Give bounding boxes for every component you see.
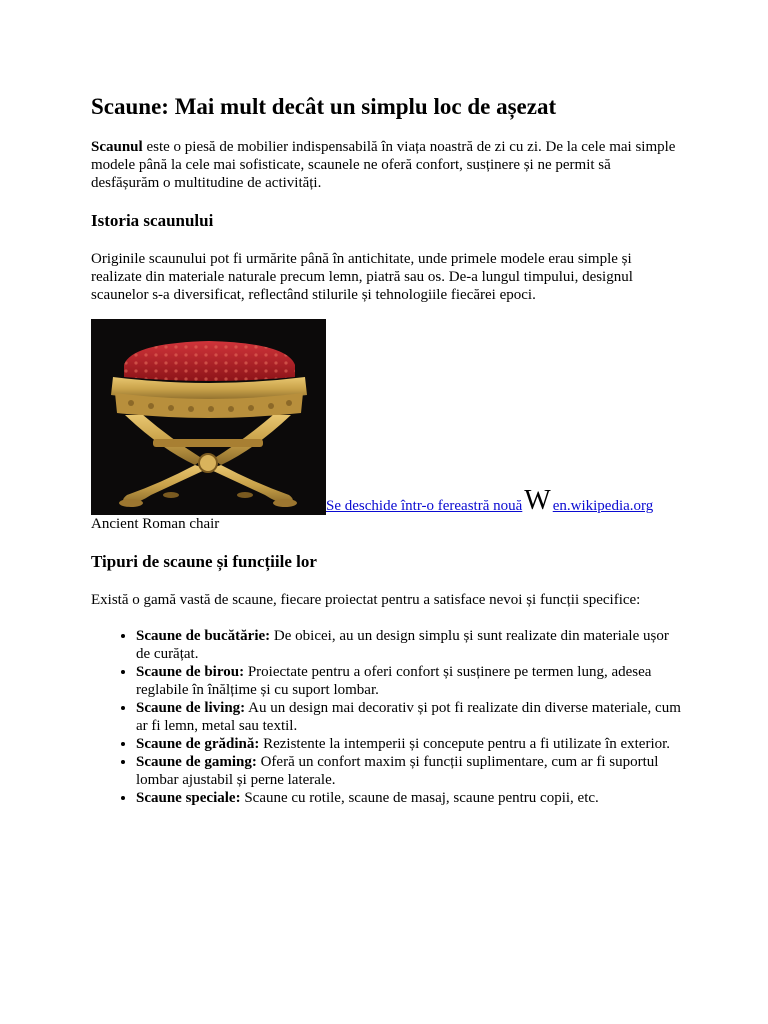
list-item	[136, 663, 681, 699]
history-heading: Istoria scaunului	[91, 211, 214, 230]
open-new-window-link[interactable]: Se deschide într-o fereastră nouă	[326, 498, 523, 514]
list-item-term: Scaune de bucătărie:	[136, 628, 271, 644]
types-intro: Există o gamă vastă de scaune, fiecare proiectat pentru a satisface nevoi și funcții specifice:	[91, 592, 641, 608]
roman-chair-image[interactable]	[91, 319, 326, 515]
list-item-term: Scaune speciale:	[136, 790, 241, 806]
list-item-term: Scaune de birou:	[136, 664, 245, 680]
list-item	[136, 699, 681, 735]
list-item-desc: De obicei, au un design simplu și sunt realizate din materiale ușor de curățat.	[136, 628, 669, 662]
list-item	[136, 789, 681, 807]
source-link[interactable]: en.wikipedia.org	[552, 498, 654, 514]
chair-types-list	[91, 627, 681, 807]
list-item-term: Scaune de gaming:	[136, 754, 257, 770]
intro-text: este o piesă de mobilier indispensabilă în viața noastră de zi cu zi. De la cele mai simple modele până la cele mai sofisticate, scaunele ne oferă confort, susținere și ne permit să desfășurăm o multitudine de activități.	[91, 139, 676, 191]
list-item-term: Scaune de grădină:	[136, 736, 260, 752]
list-item	[136, 735, 681, 753]
page-title: Scaune: Mai mult decât un simplu loc de așezat	[91, 94, 557, 119]
list-item	[136, 753, 681, 789]
wikipedia-w-icon: W	[524, 485, 551, 516]
list-item-desc: Rezistente la intemperii și concepute pentru a fi utilizate în exterior.	[259, 736, 671, 752]
list-item-term: Scaune de living:	[136, 700, 246, 716]
list-item-desc: Oferă un confort maxim și funcții suplimentare, cum ar fi suportul lombar ajustabil și perne laterale.	[136, 754, 659, 788]
types-heading: Tipuri de scaune și funcțiile lor	[91, 552, 317, 571]
list-item	[136, 627, 681, 663]
list-item-desc: Au un design mai decorativ și pot fi realizate din diverse materiale, cum ar fi lemn, metal sau textil.	[136, 700, 681, 734]
article-body	[91, 93, 681, 807]
intro-bold-term: Scaunul	[91, 139, 143, 155]
list-item-desc: Proiectate pentru a oferi confort și susținere pe termen lung, adesea reglabile în înălțime și cu suport lombar.	[136, 664, 652, 698]
figure-caption: Ancient Roman chair	[91, 516, 220, 532]
intro-paragraph	[91, 138, 681, 192]
history-paragraph: Originile scaunului pot fi urmărite până în antichitate, unde primele modele erau simple și realizate din materiale naturale precum lemn, piatră sau os. De-a lungul timpului, designul scaunelor s-a diversificat, reflectând stilurile și tehnologiile fiecărei epoci.	[91, 251, 633, 303]
figure-image-row	[91, 319, 681, 515]
list-item-desc: Scaune cu rotile, scaune de masaj, scaune pentru copii, etc.	[240, 790, 599, 806]
chair-figure	[91, 319, 681, 533]
